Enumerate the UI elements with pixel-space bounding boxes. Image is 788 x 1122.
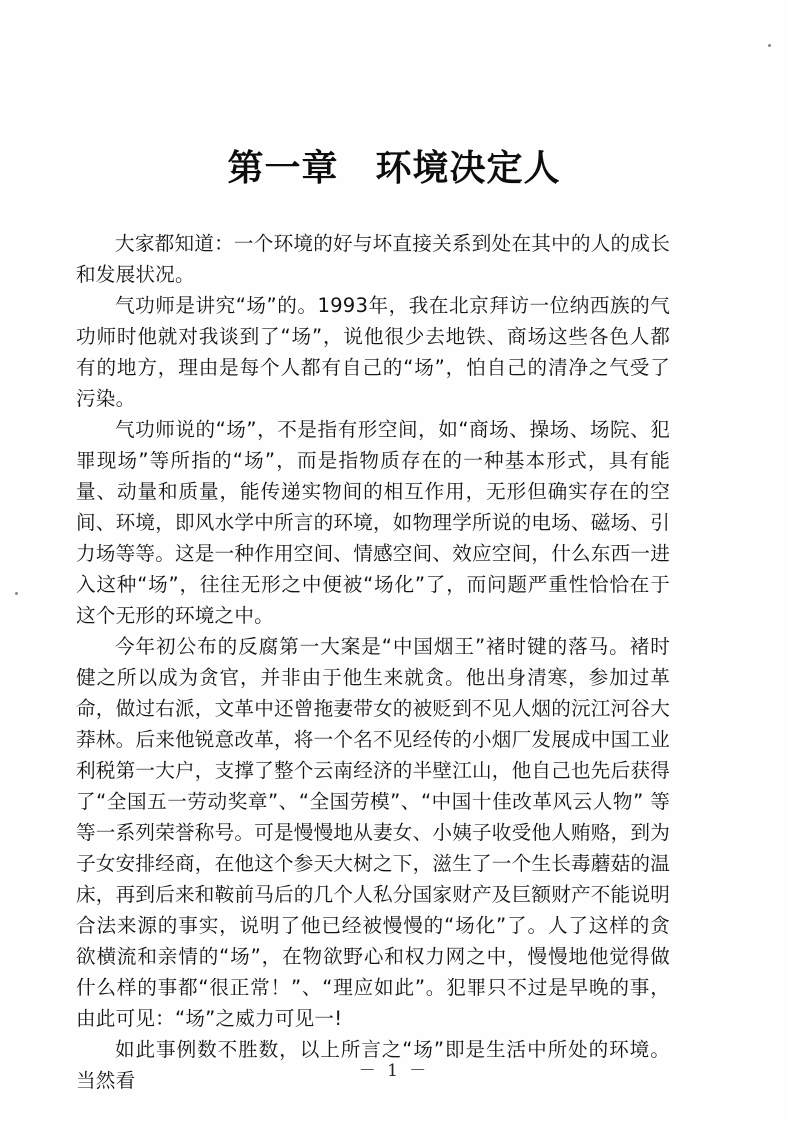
- scan-speck: [15, 592, 18, 595]
- paragraph: 如此事例数不胜数，以上所言之“场”即是生活中所处的环境。当然看: [76, 1038, 670, 1092]
- page-number: － 1 －: [358, 1061, 430, 1081]
- chapter-title: 第一章 环境决定人: [227, 148, 561, 189]
- paragraph: 气功师说的“场”，不是指有形空间，如“商场、操场、场院、犯罪现场”等所指的“场”，而是指物质存在的一种基本形式，具有能量、动量和质量，能传递实物间的相互作用，无形但确实存在的空间、环境，即风水学中所言的环境，如物理学所说的电场、磁场、引力场等等。这是一种作用空间、情感空间、效应空间，什么东西一进入这种“场”，往往无形之中便被“场化”了，而问题严重性恰恰在于这个无形的环境之中。: [76, 418, 670, 627]
- paragraph: 气功师是讲究“场”的。1993年，我在北京拜访一位纳西族的气功师时他就对我谈到了“场”，说他很少去地铁、商场这些各色人都有的地方，理由是每个人都有自己的“场”，怕自己的清净之气受了污染。: [76, 294, 670, 410]
- scan-speck: [768, 44, 771, 47]
- paragraph: 大家都知道：一个环境的好与坏直接关系到处在其中的人的成长和发展状况。: [76, 232, 670, 286]
- body-text: [76, 228, 670, 1096]
- paragraph: 今年初公布的反腐第一大案是“中国烟王”褚时键的落马。褚时健之所以成为贪官，并非由于他生来就贪。他出身清寒，参加过革命，做过右派，文革中还曾拖妻带女的被贬到不见人烟的沅江河谷大莽林。后来他锐意改革，将一个名不见经传的小烟厂发展成中国工业利税第一大户，支撑了整个云南经济的半壁江山，他自己也先后获得了“全国五一劳动奖章”、“全国劳模”、“中国十佳改革风云人物” 等等一系列荣誉称号。可是慢慢地从妻女、小姨子收受他人贿赂，到为子女安排经商，在他这个参天大树之下，滋生了一个生长毒蘑菇的温床，再到后来和鞍前马后的几个人私分国家财产及巨额财产不能说明合法来源的事实，说明了他已经被慢慢的“场化”了。人了这样的贪欲横流和亲情的“场”，在物欲野心和权力网之中，慢慢地他觉得做什么样的事都“很正常！”、“理应如此”。犯罪只不过是早晚的事，由此可见：“场”之威力可见一!: [76, 635, 670, 1030]
